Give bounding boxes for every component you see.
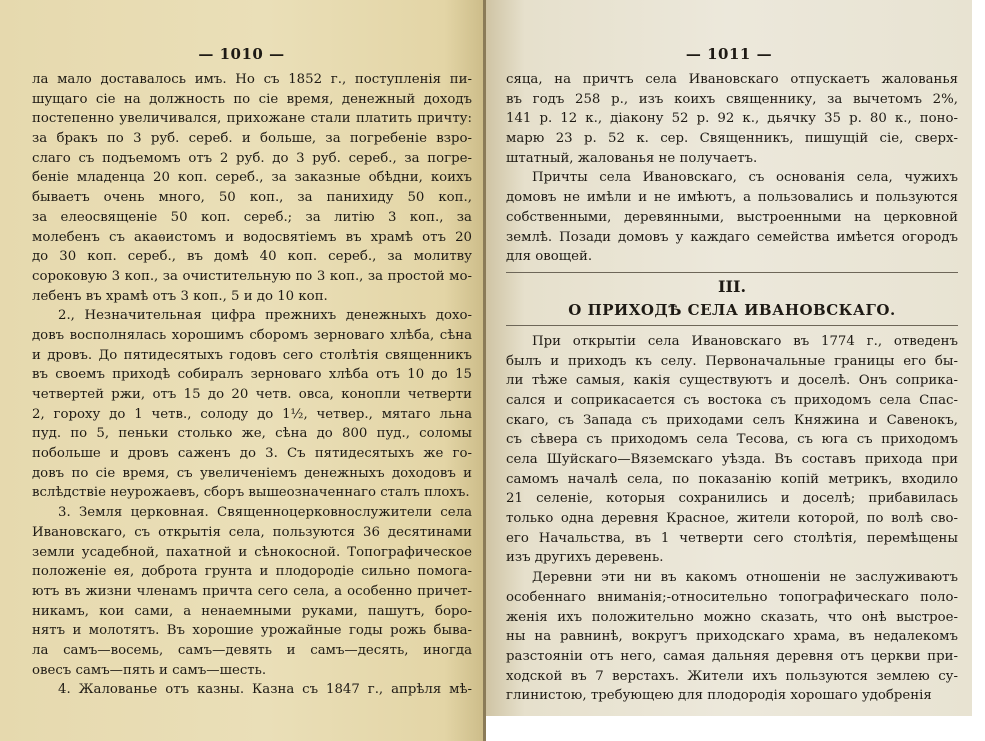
text-line: за елеосвященіе 50 коп. сереб.; за литію 3 коп., за <box>32 209 472 225</box>
text-line: Деревни эти ни въ какомъ отношеніи не заслуживаютъ <box>532 570 958 586</box>
section-heading <box>506 272 958 326</box>
text-line: сороковую 3 коп., за очистительную по 3 коп., за простой мо- <box>32 268 472 284</box>
text-line: 4. Жалованье отъ казны. Казна съ 1847 г., апрѣля мѣ- <box>58 682 472 698</box>
text-line: Причты села Ивановскаго, съ основанія села, чужихъ <box>532 170 958 186</box>
page-number-right: — 1011 — <box>685 45 773 63</box>
text-line: въ годъ 258 р., изъ коихъ священнику, за вычетомъ 2%, <box>506 91 958 107</box>
text-line: штатный, жалованья не получаетъ. <box>506 150 758 166</box>
text-line: изъ другихъ деревень. <box>506 550 664 566</box>
text-line: 141 р. 12 к., діакону 52 р. 92 к., дьячку 35 р. 80 к., поно- <box>506 111 958 127</box>
text-line: четвертей ржи, отъ 15 до 20 четв. овса, конопли четверти <box>32 387 472 402</box>
text-line: сяца, на причтъ села Ивановскаго отпускаетъ жалованья <box>506 72 958 87</box>
text-line: побольше и дровъ саженъ до 3. Съ пятидесятыхъ же го- <box>32 446 472 462</box>
text-line: въ своемъ приходѣ собиралъ зерноваго хлѣба отъ 10 до 15 <box>32 367 472 383</box>
text-line: сался и соприкасается съ востока съ приходомъ села Спас- <box>506 392 958 408</box>
text-line: только одна деревня Красное, жители которой, по волѣ сво- <box>506 511 958 527</box>
text-line: до 30 коп. сереб., въ домѣ 40 коп. сереб., за молитву <box>32 249 472 265</box>
text-line: 2., Незначительная цифра прежнихъ денежныхъ дохо- <box>58 308 472 324</box>
text-line: особеннаго вниманія;-относительно топографическаго поло- <box>506 589 958 605</box>
text-line: молебенъ съ акаѳистомъ и водосвятіемъ въ храмѣ отъ 20 <box>32 229 472 245</box>
right-text-column <box>506 70 958 706</box>
text-line: При открытіи села Ивановскаго въ 1774 г., отведенъ <box>532 333 958 349</box>
text-line: и дровъ. До пятидесятыхъ годовъ сего столѣтія священникъ <box>32 347 472 363</box>
right-page <box>486 0 972 716</box>
text-line: разстояніи отъ него, самая дальняя деревня отъ церкви при- <box>506 648 958 664</box>
text-line: 21 селеніе, которыя сохранились и доселѣ; прибавилась <box>506 491 958 507</box>
text-line: ли тѣже самыя, какія существуютъ и доселѣ. Онъ соприка- <box>506 373 958 389</box>
section-numeral: III. <box>717 276 747 296</box>
right-text-after-section <box>506 332 958 706</box>
text-line: 2, гороху до 1 четв., солоду до 1½, четвер., мятаго льна <box>32 406 472 422</box>
text-line: марю 23 р. 52 к. сер. Священникъ, пишущій сіе, сверх- <box>506 131 958 147</box>
left-text-column <box>32 70 472 700</box>
text-line: землѣ. Позади домовъ у каждаго семейства имѣется огородъ <box>506 229 958 245</box>
text-line: съ сѣвера съ приходомъ села Тесова, съ юга съ приходомъ <box>506 432 958 448</box>
text-line: положеніе ея, доброта грунта и плодородіе сильно помога- <box>32 564 472 580</box>
text-line: бываетъ очень много, 50 коп., за панихиду 50 коп., <box>32 190 472 206</box>
text-line: ны на равнинѣ, вокругъ приходскаго храма, въ недалекомъ <box>506 629 958 645</box>
text-line: за бракъ по 3 руб. сереб. и больше, за погребеніе взро- <box>32 131 472 147</box>
text-line: овесъ самъ—пять и самъ—шесть. <box>32 662 267 678</box>
text-line: собственными, деревянными, выстроенными на церковной <box>506 209 958 225</box>
text-line: домовъ не имѣли и не имѣютъ, а пользовались и пользуются <box>506 190 958 206</box>
text-line: пуд. по 5, пеньки столько же, сѣна до 800 пуд., соломы <box>32 426 472 442</box>
text-line: лебенъ въ храмѣ отъ 3 коп., 5 и до 10 коп. <box>32 288 328 304</box>
text-line: слаго съ подъемомъ отъ 2 руб. до 3 руб. сереб., за погре- <box>32 150 472 166</box>
text-line: довъ восполнялась хорошимъ сборомъ зерноваго хлѣба, сѣна <box>32 327 472 343</box>
text-line: вслѣдствіе неурожаевъ, сборъ вышеозначеннаго сталъ плохъ. <box>32 485 470 501</box>
text-line: 3. Земля церковная. Священноцерковнослужители села <box>58 505 472 521</box>
text-line: ходской въ 7 верстахъ. Жители ихъ пользуются землею су- <box>506 668 958 684</box>
text-line: шущаго сіе на должность по сіе время, денежный доходъ <box>32 91 472 107</box>
text-line: довъ по сіе время, съ увеличеніемъ денежныхъ доходовъ и <box>32 465 472 481</box>
text-line: никамъ, кои сами, а ненаемными руками, пашутъ, боро- <box>32 603 472 619</box>
text-line: постепенно увеличивался, прихожане стали платить причту: <box>32 111 472 127</box>
text-line: беніе младенца 20 коп. сереб., за заказные обѣдни, коихъ <box>32 170 472 186</box>
text-line: скаго, съ Запада съ приходами селъ Княжина и Савенокъ, <box>506 412 958 428</box>
text-line: былъ и приходъ къ селу. Первоначальные границы его бы- <box>506 353 958 369</box>
text-line: глинистою, требующею для плодородія хорошаго удобренія <box>506 688 932 704</box>
text-line: земли усадебной, пахатной и сѣнокосной. Топографическое <box>32 544 472 560</box>
text-line: нятъ и молотятъ. Въ хорошие урожайные годы рожь быва- <box>32 623 472 639</box>
page-number-left: — 1010 — <box>198 45 285 63</box>
right-text-before-section <box>506 70 958 267</box>
section-title: О ПРИХОДѢ СЕЛА ИВАНОВСКАГО. <box>568 300 896 319</box>
text-line: для овощей. <box>506 249 593 265</box>
text-line: женія ихъ положительно можно сказать, что онѣ выстрое- <box>506 609 958 625</box>
left-page <box>0 0 483 741</box>
text-line: села Шуйскаго—Вяземскаго уѣзда. Въ составъ прихода при <box>506 452 958 467</box>
text-line: ютъ въ жизни членамъ причта сего села, а особенно причет- <box>32 583 472 599</box>
text-line: ла мало доставалось имъ. Но съ 1852 г., поступленія пи- <box>32 72 472 87</box>
text-line: Ивановскаго, съ открытія села, пользуются 36 десятинами <box>32 524 472 540</box>
text-line: его Начальства, въ 1 четверти сего столѣтія, перемѣщены <box>506 530 958 546</box>
text-line: самомъ началѣ села, по показанію копій метрикъ, входило <box>506 471 958 487</box>
text-line: ла самъ—восемь, самъ—девять и самъ—десять, иногда <box>32 642 472 658</box>
